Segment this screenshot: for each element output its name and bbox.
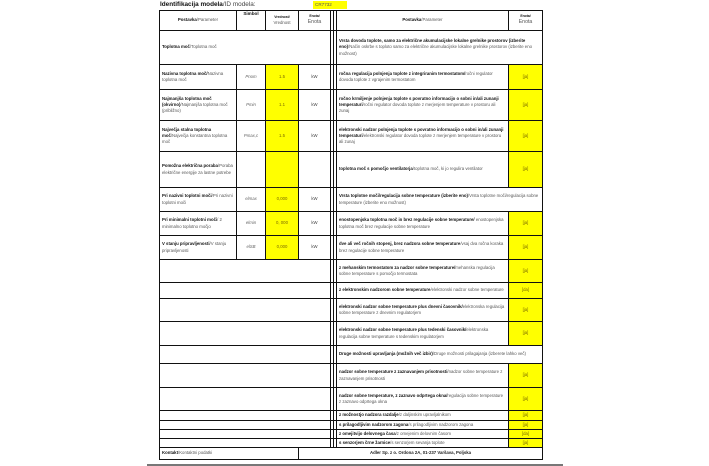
left-label-bold: Največja stalna toplotna moč <box>162 126 212 138</box>
right-unit-cell[interactable]: [ja] <box>509 439 543 448</box>
table-row <box>160 283 543 299</box>
left-empty-cell <box>160 439 331 448</box>
table-row <box>160 322 543 346</box>
header-row <box>160 11 543 31</box>
unit-cell: kW <box>299 121 331 152</box>
right-unit-cell[interactable]: [ja] <box>509 299 543 322</box>
table-row <box>160 65 543 90</box>
model-identification-title <box>160 1 256 8</box>
symbol-cell: Pmin <box>237 90 266 121</box>
right-unit-cell[interactable]: [da] <box>509 430 543 439</box>
left-parameter-label <box>160 121 237 152</box>
right-parameter-label <box>337 411 509 421</box>
left-empty-cell <box>160 283 331 299</box>
right-label-rest: elektronska regulacija sobne temperature z dnevnim regulatorjem <box>339 303 505 315</box>
right-label-rest: mehanska regulacija sobne temperature s pomočjo termostata <box>339 264 495 276</box>
model-id-value: CR7732 <box>313 1 347 9</box>
right-label-rest: ročni regulator dovoda toplote z vgrajenim termostatom <box>339 70 493 82</box>
title-rest: /ID modela: <box>222 1 256 8</box>
right-parameter-label <box>337 388 509 411</box>
right-label-bold: z mehanskim termostatom za nadzor sobne temperature/ <box>339 264 456 270</box>
contact-label <box>160 448 299 460</box>
left-section-label <box>160 31 331 65</box>
table-row <box>160 121 543 152</box>
left-empty-cell <box>160 346 331 364</box>
header-unit: Enota/ Enota <box>299 11 331 31</box>
right-parameter-label <box>337 299 509 322</box>
right-label-bold: z omejitvijo delovnega časa <box>339 430 396 436</box>
left-label-rest: /Poraba električne energije za lastne potrebe <box>162 163 233 175</box>
right-unit-cell[interactable]: [ja] <box>509 236 543 260</box>
right-label-rest: /s prilagodljivim nadzorom zagona <box>408 421 474 427</box>
contact-row <box>160 448 543 460</box>
right-parameter-label <box>337 121 509 152</box>
value-cell[interactable] <box>266 152 299 188</box>
right-label-rest: enostopenjska toplotna moč brez regulacije sobne temperature <box>339 217 504 229</box>
right-unit-cell[interactable]: [ja] <box>509 364 543 388</box>
right-label-bold: Vrsta toplotne moči/regulacija sobne temperature (izberite eno) <box>339 193 468 199</box>
right-label-rest: /Način oskrbe s toploto samo za električne akumulacijske lokalne grelnike prostorov (izberite eno možnost) <box>339 44 532 56</box>
symbol-cell: elSB <box>237 236 266 260</box>
right-unit-cell[interactable]: [ja] <box>509 65 543 90</box>
right-parameter-label <box>337 90 509 121</box>
symbol-cell: elmax <box>237 188 266 212</box>
left-empty-cell <box>160 299 331 322</box>
right-label-bold: z možnostjo nadzora razdalje <box>339 412 399 418</box>
right-parameter-label <box>337 152 509 188</box>
right-label-rest: /Vrsta toplotne moči/regulacija sobne temperature (izberite eno možnost) <box>339 193 539 205</box>
right-unit-cell[interactable]: [ja] <box>509 212 543 236</box>
right-unit-cell[interactable]: [ja] <box>509 388 543 411</box>
right-label-rest: /elektronski nadzor sobne temperature <box>430 287 504 293</box>
right-unit-cell[interactable]: [ja] <box>509 121 543 152</box>
right-label-rest: elektronska regulacija sobne temperature s tedenskim regulatorjem <box>339 327 489 339</box>
right-label-rest: /Druge možnosti prilagajanja (izberete lahko več) <box>432 351 526 357</box>
value-cell[interactable]: 0,000 <box>266 236 299 260</box>
right-label-bold: z elektronskim nadzorom sobne temperature <box>339 287 431 293</box>
table-row <box>160 430 543 439</box>
right-label-bold: dve ali več ročnih stopenj, brez nadzora sobne temperature <box>339 241 461 247</box>
right-label-rest: /toplotna moč, ki jo regulira ventilator <box>412 166 483 172</box>
table-row <box>160 388 543 411</box>
right-parameter-label <box>337 439 509 448</box>
right-section-label <box>337 346 543 364</box>
symbol-cell: elmin <box>237 212 266 236</box>
right-label-bold: ročna regulacija polnjenja toplote z integriranim termostatom/ <box>339 70 466 76</box>
value-cell[interactable]: 0,000 <box>266 188 299 212</box>
product-information-table <box>159 10 543 460</box>
left-empty-cell <box>160 260 331 283</box>
right-label-bold: nadzor sobne temperature z zaznavanjem prisotnosti <box>339 369 448 375</box>
left-label-bold: Toplotna moč <box>162 44 190 50</box>
left-label-bold: Nazivna toplotna moč/ <box>162 70 208 76</box>
header-symbol: Simbol <box>237 11 266 31</box>
right-label-bold: nadzor sobne temperature, z zaznavo odprtega okna/ <box>339 392 448 398</box>
right-parameter-label <box>337 212 509 236</box>
left-empty-cell <box>160 322 331 346</box>
table-row <box>160 152 543 188</box>
left-label-bold: Pomožna električna poraba <box>162 163 218 169</box>
left-parameter-label <box>160 65 237 90</box>
title-bold: Identifikacija modela <box>160 1 223 8</box>
unit-cell: kW <box>299 65 331 90</box>
right-parameter-label <box>337 421 509 430</box>
left-empty-cell <box>160 411 331 421</box>
value-cell[interactable]: 0, 000 <box>266 212 299 236</box>
right-label-rest: /elektronski regulator dovoda toplote z merjenjem temperature v prostoru ali zunaj <box>339 132 502 145</box>
symbol-cell: Pmax,c <box>237 121 266 152</box>
unit-cell: kW <box>299 90 331 121</box>
right-label-bold: elektronski nadzor polnjenja toplote s povratno informacijo o sobni in/ali zunanji temperaturi <box>339 126 504 138</box>
right-unit-cell[interactable]: [ja] <box>509 421 543 430</box>
header-right-parameter: Postavka/Parameter <box>337 11 509 31</box>
unit-cell: kW <box>299 188 331 212</box>
header-value: Vrednost/ Vrednost <box>266 11 299 31</box>
right-label-rest: /nadzor sobne temperature z zaznavanjem prisotnosti <box>339 369 503 381</box>
left-label-rest: /Največja konstantna toplotna moč <box>162 132 228 145</box>
right-section-label <box>337 31 543 65</box>
table-row <box>160 31 543 65</box>
right-parameter-label <box>337 322 509 346</box>
header-right-unit: Enota/ Enota <box>509 11 543 31</box>
table-row <box>160 260 543 283</box>
value-cell[interactable]: 1.5 <box>266 65 299 90</box>
left-label-rest: /Najmanjša toplotna moč (približno) <box>162 101 228 114</box>
right-label-rest: /s senzorjem sevanja toplote <box>390 439 445 445</box>
right-label-rest: /ročni regulator dovoda toplote z merjenjem temperature v prostoru ali zunaj <box>339 101 496 114</box>
symbol-cell: Pnom <box>237 65 266 90</box>
right-unit-cell[interactable]: [ja] <box>509 260 543 283</box>
right-unit-cell[interactable]: [ja] <box>509 90 543 121</box>
right-unit-cell[interactable]: [ja] <box>509 152 543 188</box>
left-empty-cell <box>160 388 331 411</box>
right-parameter-label <box>337 430 509 439</box>
symbol-cell <box>237 152 266 188</box>
table-row <box>160 212 543 236</box>
contact-address: Adler Sp. z o. Ordona 2A, 01-237 Varšava, Poljska <box>299 448 543 460</box>
unit-cell: kW <box>299 212 331 236</box>
right-section-label <box>337 188 543 212</box>
right-label-rest: /z omejenim delovnim časom <box>395 430 452 436</box>
left-label-bold: V stanju pripravljenosti <box>162 241 210 247</box>
table-row <box>160 364 543 388</box>
right-label-bold: elektronski nadzor sobne temperature plus dnevni časovnik/ <box>339 303 463 309</box>
left-label-rest: /Toplotna moč <box>189 44 217 50</box>
contact-label-rest: /Kontaktni podatki <box>178 450 213 456</box>
right-parameter-label <box>337 283 509 299</box>
right-unit-cell[interactable]: [da] <box>509 283 543 299</box>
table-row <box>160 90 543 121</box>
left-empty-cell <box>160 364 331 388</box>
left-label-rest: /V stanju pripravljenosti <box>162 241 227 253</box>
right-label-rest: /vsaj dva ročna koraka brez regulacije sobne temperature <box>339 241 504 253</box>
right-label-bold: Druge možnosti upravljanja (možnih več izbir) <box>339 351 433 357</box>
table-row <box>160 411 543 421</box>
right-parameter-label <box>337 236 509 260</box>
left-label-rest: Nazivna toplotna moč <box>162 70 224 82</box>
right-parameter-label <box>337 364 509 388</box>
right-label-bold: s senzorjem črne žarnice <box>339 439 391 445</box>
right-label-bold: s prilagodljivim nadzorom zagona <box>339 421 409 427</box>
right-label-bold: enostopenjska toplotna moč in brez regulacije sobne temperature/ <box>339 217 475 223</box>
table-row <box>160 421 543 430</box>
table-row <box>160 299 543 322</box>
right-parameter-label <box>337 260 509 283</box>
left-parameter-label <box>160 90 237 121</box>
table-row <box>160 236 543 260</box>
table-row <box>160 346 543 364</box>
left-label-bold: Pri nazivni toplotni moči <box>162 193 212 199</box>
contact-label-bold: Kontakt <box>162 450 178 456</box>
left-parameter-label <box>160 188 237 212</box>
left-label-rest: /Pri nazivni toplotni moči <box>162 193 233 205</box>
left-parameter-label <box>160 152 237 188</box>
left-empty-cell <box>160 421 331 430</box>
right-label-bold: ročno krmiljenje polnjenja toplote s povratno informacijo o sobni in/ali zunanji temperaturi <box>339 95 499 107</box>
unit-cell <box>299 152 331 188</box>
unit-cell: kW <box>299 236 331 260</box>
table-row <box>160 439 543 448</box>
right-parameter-label <box>337 65 509 90</box>
table-row <box>160 188 543 212</box>
value-cell[interactable]: 1.1 <box>266 90 299 121</box>
left-empty-cell <box>160 430 331 439</box>
value-cell[interactable]: 1.5 <box>266 121 299 152</box>
left-label-rest: / 2 minimalno toplotno močjo <box>162 217 222 229</box>
right-label-bold: Vrsta dovoda toplote, samo za električne akumulacijske lokalne grelnike prostorov (izberite eno) <box>339 38 526 50</box>
right-label-rest: /z daljinskim upravljalnikom <box>398 412 451 418</box>
left-label-bold: Pri minimalni toplotni moči <box>162 217 218 223</box>
header-parameter: Postavka/Parameter <box>160 11 237 31</box>
right-unit-cell[interactable]: [ja] <box>509 411 543 421</box>
right-label-bold: elektronski nadzor sobne temperature plus tedenski časovnik/ <box>339 327 467 333</box>
right-label-bold: toplotna moč s pomočjo ventilatorja <box>339 166 413 172</box>
left-parameter-label <box>160 236 237 260</box>
right-unit-cell[interactable]: [ja] <box>509 322 543 346</box>
left-parameter-label <box>160 212 237 236</box>
left-label-bold: Najmanjša toplotna moč (okvirno) <box>162 95 212 107</box>
right-label-rest: regulacija sobne temperature z zaznavo odprtega okna <box>339 392 504 404</box>
